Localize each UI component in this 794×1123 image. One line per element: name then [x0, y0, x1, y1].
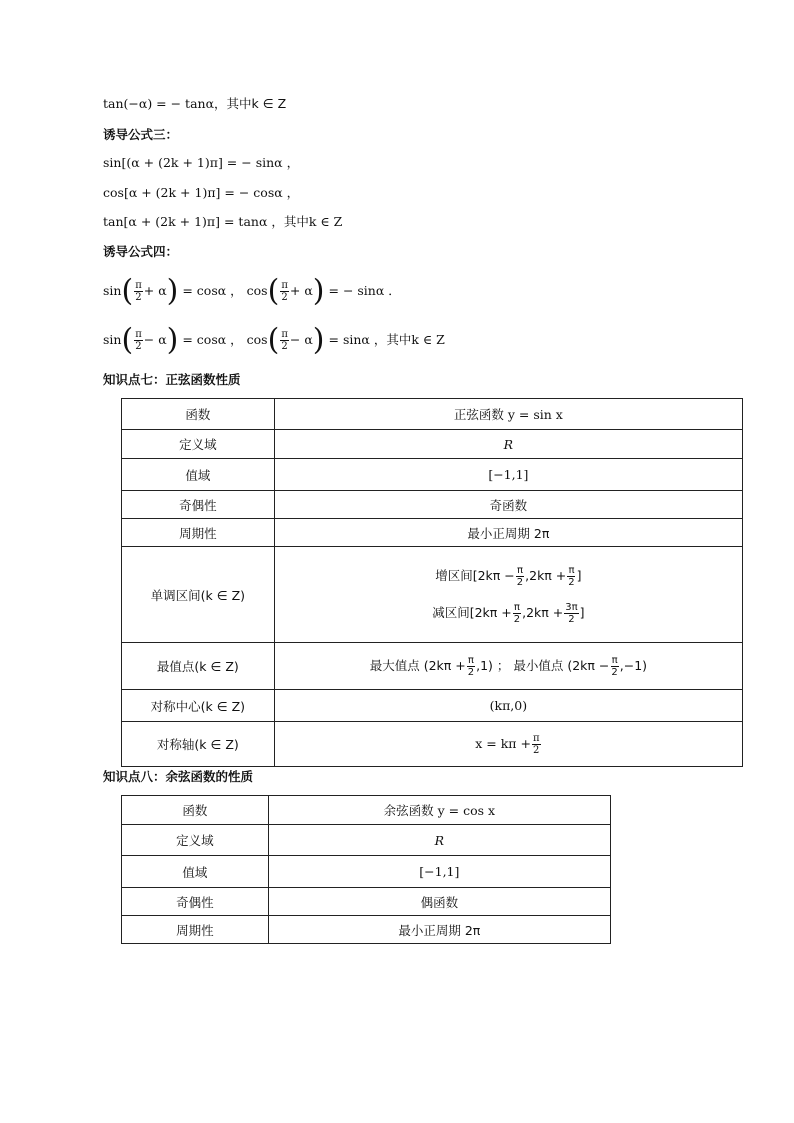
formula-3-cos: cos[α + (2k + 1)π] = − cosα ， — [103, 185, 300, 200]
pi-over-2-fraction: $\frac{\pi}{2}$ — [513, 601, 521, 625]
row-label: 周期性 — [122, 519, 275, 547]
f4l1-b-fn: cos — [246, 283, 268, 298]
row-value: x = kπ + $\frac{\pi}{2}$ — [274, 722, 742, 767]
row-label: 对称中心(k ∈ Z) — [122, 690, 275, 722]
f4l2-a-rest: − α — [143, 332, 167, 347]
row-value: R — [274, 430, 742, 459]
pi-over-2-fraction: $\frac{\pi}{2}$ — [135, 280, 142, 303]
f4l1-b-result: = − sinα ． — [328, 283, 401, 298]
f4l1-b-rest: + α — [289, 283, 313, 298]
table-row — [122, 547, 743, 643]
heading-section-8: 知识点八：余弦函数的性质 — [103, 769, 254, 784]
increasing-interval: 增区间[2kπ − $\frac{\pi}{2}$ ,2kπ + $\frac{\pi}{2}$ ] — [435, 564, 582, 588]
table-row — [122, 491, 743, 519]
cosine-properties-table — [121, 795, 611, 944]
row-label: 周期性 — [122, 916, 269, 944]
f4l2-a-result: = cosα ， — [182, 332, 243, 347]
row-label: 函数 — [122, 796, 269, 825]
row-label: 单调区间(k ∈ Z) — [122, 547, 275, 643]
formula-tan-neg-math: tan(−α) = − tanα — [103, 96, 215, 111]
row-label: 定义域 — [122, 430, 275, 459]
f4l1-a-rest: + α — [143, 283, 167, 298]
row-value: 最小正周期 2π — [268, 916, 610, 944]
formula-tan-neg — [103, 96, 286, 112]
row-label: 对称轴(k ∈ Z) — [122, 722, 275, 767]
row-label: 值域 — [122, 856, 269, 888]
f4l2-b-rest: − α — [289, 332, 313, 347]
sine-properties-table — [121, 398, 743, 767]
decreasing-interval: 减区间[2kπ + $\frac{\pi}{2}$ ,2kπ + $\frac{3\pi}{2}$ ] — [432, 601, 585, 625]
pi-over-2-fraction: $\frac{\pi}{2}$ — [568, 564, 575, 588]
pi-over-2-fraction: $\frac{\pi}{2}$ — [135, 329, 142, 352]
table-row — [122, 825, 611, 856]
row-value: 偶函数 — [268, 888, 610, 916]
table-row — [122, 643, 743, 690]
row-value: 奇函数 — [274, 491, 742, 519]
row-value: 最小正周期 2π — [274, 519, 742, 547]
row-value: 余弦函数 y = cos x — [268, 796, 610, 825]
formula-3-sin: sin[(α + (2k + 1)π] = − sinα ， — [103, 155, 300, 170]
row-value: [−1,1] — [268, 856, 610, 888]
row-value — [274, 547, 742, 643]
table-row — [122, 430, 743, 459]
formula-tan-neg-suffix: ，其中k ∈ Z — [214, 96, 287, 111]
row-label: 最值点(k ∈ Z) — [122, 643, 275, 690]
row-label: 值域 — [122, 459, 275, 491]
three-pi-over-2-fraction: $\frac{3\pi}{2}$ — [565, 601, 578, 625]
row-label: 奇偶性 — [122, 888, 269, 916]
f4l2-b-fn: cos — [246, 332, 268, 347]
table-row — [122, 690, 743, 722]
heading-formula-4: 诱导公式四： — [103, 244, 179, 259]
heading-formula-3: 诱导公式三： — [103, 127, 179, 142]
table-row — [122, 888, 611, 916]
row-value: [−1,1] — [274, 459, 742, 491]
row-value: (kπ,0) — [274, 690, 742, 722]
row-value: 正弦函数 y = sin x — [274, 399, 742, 430]
f4l1-a-fn: sin — [103, 283, 122, 298]
heading-section-7: 知识点七：正弦函数性质 — [103, 372, 241, 387]
table-row — [122, 856, 611, 888]
row-label: 定义域 — [122, 825, 269, 856]
row-label: 函数 — [122, 399, 275, 430]
pi-over-2-fraction: $\frac{\pi}{2}$ — [516, 564, 524, 588]
row-value: R — [268, 825, 610, 856]
row-value: 最大值点 (2kπ + $\frac{\pi}{2}$ ,1) ； 最小值点 (2kπ − $\frac{\pi}{2}$ ,−1) — [274, 643, 742, 690]
formula-3-tan: tan[α + (2k + 1)π] = tanα ，其中k ∈ Z — [103, 214, 343, 229]
table-row — [122, 519, 743, 547]
f4l1-a-result: = cosα ， — [182, 283, 243, 298]
formula-4-line-2: sin( $\frac{\pi}{2}$ − α) = cosα ， cos( $\frac{\pi}{2}$ − α) = sinα ，其中k ∈ Z — [103, 322, 445, 358]
table-row — [122, 796, 611, 825]
formula-4-line-1: sin( $\frac{\pi}{2}$ + α) = cosα ， cos( $\frac{\pi}{2}$ + α) = − sinα ． — [103, 273, 401, 309]
row-label: 奇偶性 — [122, 491, 275, 519]
f4l2-b-result: = sinα ，其中k ∈ Z — [328, 332, 445, 347]
pi-over-2-fraction: $\frac{\pi}{2}$ — [467, 654, 475, 678]
table-row — [122, 916, 611, 944]
table-row — [122, 459, 743, 491]
pi-over-2-fraction: $\frac{\pi}{2}$ — [532, 732, 540, 756]
table-row — [122, 399, 743, 430]
pi-over-2-fraction: $\frac{\pi}{2}$ — [611, 654, 618, 678]
pi-over-2-fraction: $\frac{\pi}{2}$ — [281, 280, 288, 303]
pi-over-2-fraction: $\frac{\pi}{2}$ — [281, 329, 288, 352]
table-row — [122, 722, 743, 767]
f4l2-a-fn: sin — [103, 332, 122, 347]
